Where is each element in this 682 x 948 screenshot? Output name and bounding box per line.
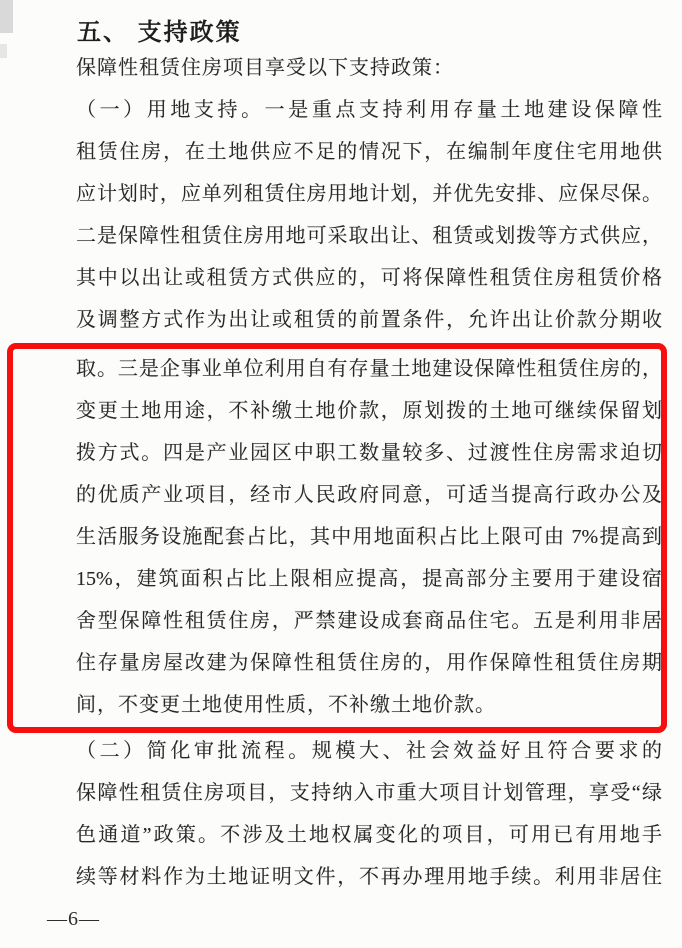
text-line: 二是保障性租赁住房用地可采取出让、租赁或划拨等方式供应，: [76, 225, 662, 247]
section-heading: 五、 支持政策: [77, 19, 242, 46]
text-line: 拨方式。四是产业园区中职工数量较多、过渡性住房需求迫切: [76, 442, 662, 464]
text-line: 保障性租赁住房项目享受以下支持政策：: [76, 57, 454, 79]
page-number: —6—: [47, 908, 100, 930]
text-line: 生活服务设施配套占比，其中用地面积占比上限可由 7%提高到: [76, 526, 662, 548]
text-line: 的优质产业项目，经市人民政府同意，可适当提高行政办公及: [76, 484, 662, 506]
text-line: 舍型保障性租赁住房，严禁建设成套商品住宅。五是利用非居: [76, 610, 662, 632]
text-line: 其中以出让或租赁方式供应的，可将保障性租赁住房租赁价格: [76, 267, 662, 289]
scan-artifact: [0, 0, 13, 33]
text-line: 应计划时，应单列租赁住房用地计划，并优先安排、应保尽保。: [76, 183, 662, 205]
text-line: 及调整方式作为出让或租赁的前置条件，允许出让价款分期收: [76, 309, 662, 331]
text-line: 续等材料作为土地证明文件，不再办理用地手续。利用非居住: [76, 866, 662, 888]
text-line: （一）用地支持。一是重点支持利用存量土地建设保障性: [76, 99, 662, 121]
text-line: 间，不变更土地使用性质，不补缴土地价款。: [76, 694, 496, 716]
text-line: 租赁住房，在土地供应不足的情况下，在编制年度住宅用地供: [76, 141, 662, 163]
text-line: 住存量房屋改建为保障性租赁住房的，用作保障性租赁住房期: [76, 652, 662, 674]
text-line: 15%，建筑面积占比上限相应提高，提高部分主要用于建设宿: [76, 568, 662, 590]
text-line: 色通道”政策。不涉及土地权属变化的项目，可用已有用地手: [76, 824, 662, 846]
text-line: 变更土地用途，不补缴土地价款，原划拨的土地可继续保留划: [76, 400, 662, 422]
text-line: 保障性租赁住房项目，支持纳入市重大项目计划管理，享受“绿: [76, 782, 662, 804]
scan-artifact: [0, 44, 7, 58]
text-line: 取。三是企事业单位利用自有存量土地建设保障性租赁住房的，: [76, 358, 662, 380]
text-line: （二）简化审批流程。规模大、社会效益好且符合要求的: [76, 740, 662, 762]
body-text: [76, 47, 662, 898]
